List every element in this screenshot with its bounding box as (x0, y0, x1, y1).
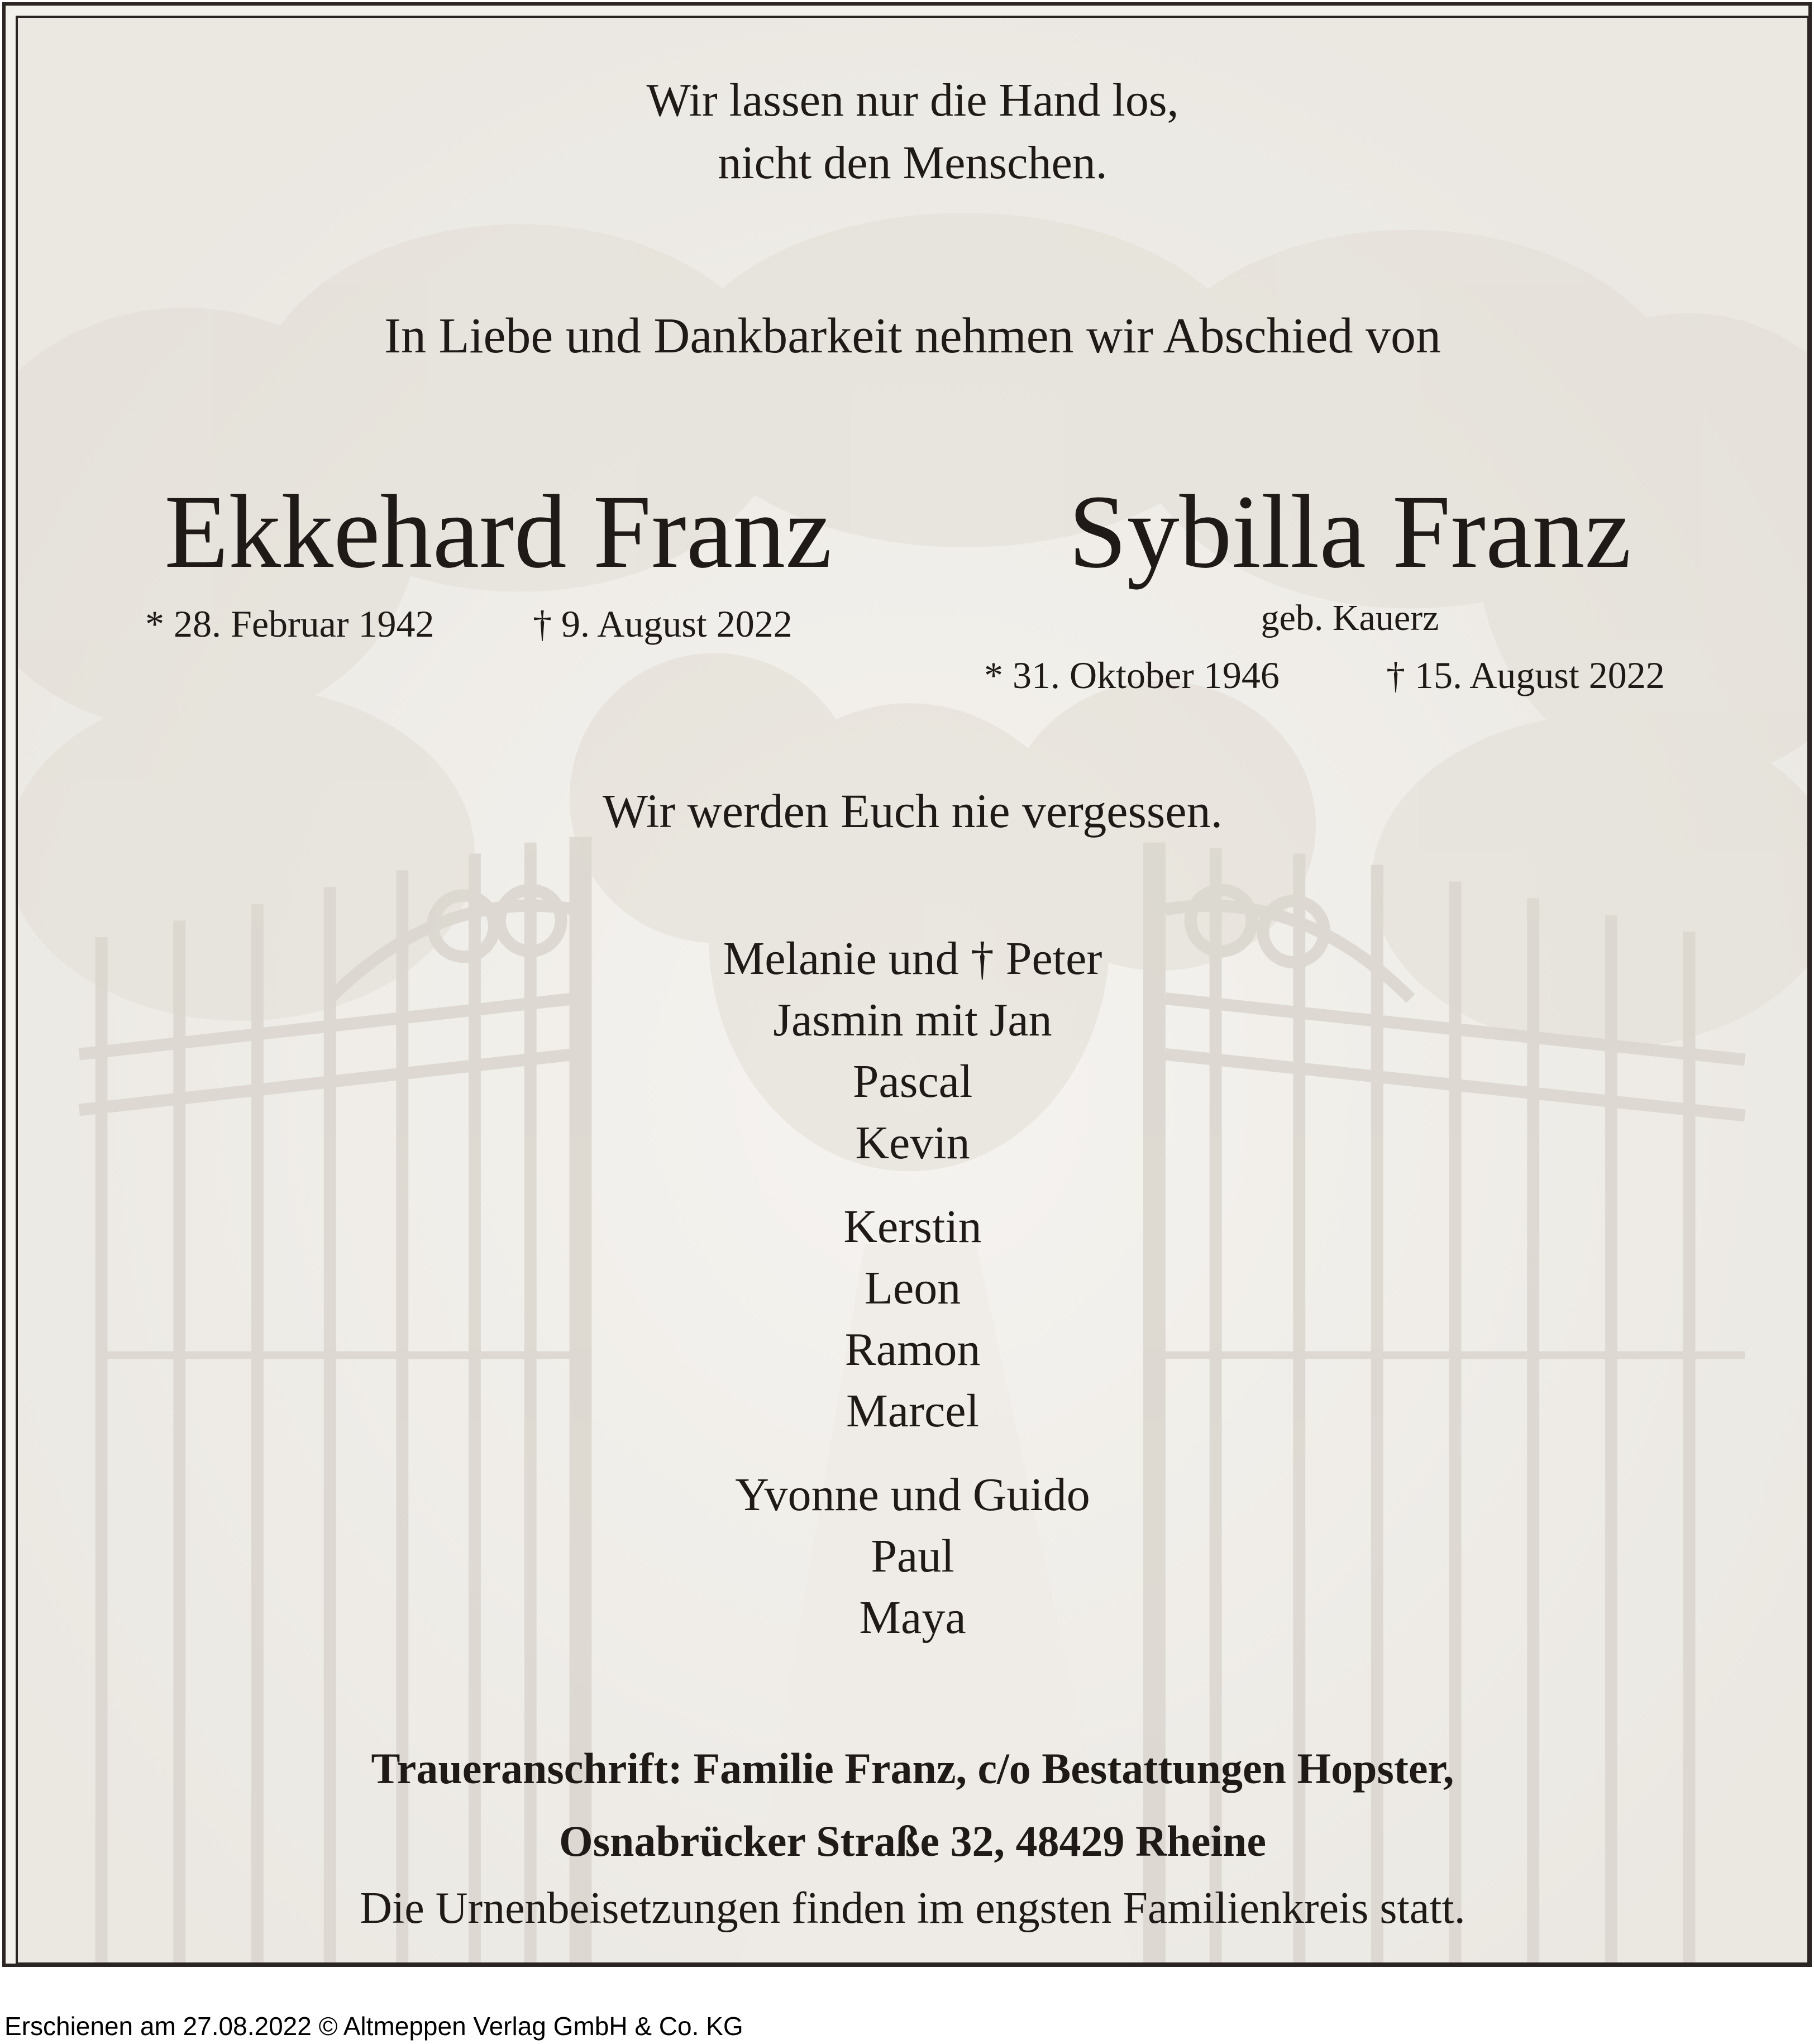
family-member: Marcel (846, 1385, 979, 1437)
family-member: Maya (859, 1592, 966, 1644)
burial-note: Die Urnenbeisetzungen finden im engsten Familienkreis statt. (360, 1884, 1465, 1933)
motto (18, 69, 1807, 194)
motto-line: nicht den Menschen. (718, 137, 1108, 189)
birth-date-2: * 31. Oktober 1946 (984, 654, 1280, 696)
maiden-name: geb. Kauerz (1261, 598, 1439, 638)
closing-line: Wir werden Euch nie vergessen. (602, 784, 1223, 838)
address-line: Traueranschrift: Familie Franz, c/o Bestattungen Hopster, (371, 1744, 1454, 1793)
obituary-inner-frame (16, 16, 1810, 1965)
mourning-address (18, 1732, 1807, 1878)
family-group-3 (18, 1464, 1807, 1649)
family-member: Leon (864, 1262, 961, 1314)
family-member: Pascal (852, 1056, 973, 1107)
birth-date-1: * 28. Februar 1942 (145, 603, 435, 645)
deceased-name-1: Ekkehard Franz (164, 473, 832, 590)
family-member: Kevin (855, 1117, 970, 1169)
deceased-name-2: Sybilla Franz (1068, 473, 1631, 590)
family-member: Jasmin mit Jan (773, 994, 1052, 1046)
family-group-1 (18, 928, 1807, 1174)
obituary-frame (2, 2, 1812, 1967)
address-line: Osnabrücker Straße 32, 48429 Rheine (558, 1817, 1267, 1865)
publication-footer: Erschienen am 27.08.2022 © Altmeppen Verlag GmbH & Co. KG (4, 2012, 743, 2041)
death-date-1: † 9. August 2022 (533, 603, 793, 645)
family-member: Kerstin (843, 1201, 982, 1253)
death-date-2: † 15. August 2022 (1386, 654, 1665, 696)
intro-text: In Liebe und Dankbarkeit nehmen wir Abschied von (384, 308, 1441, 364)
family-member: Yvonne und Guido (735, 1469, 1090, 1521)
family-member: Melanie und † Peter (723, 933, 1102, 985)
family-member: Paul (871, 1530, 954, 1582)
motto-line: Wir lassen nur die Hand los, (646, 74, 1179, 126)
family-member: Ramon (844, 1324, 981, 1376)
family-group-2 (18, 1196, 1807, 1442)
